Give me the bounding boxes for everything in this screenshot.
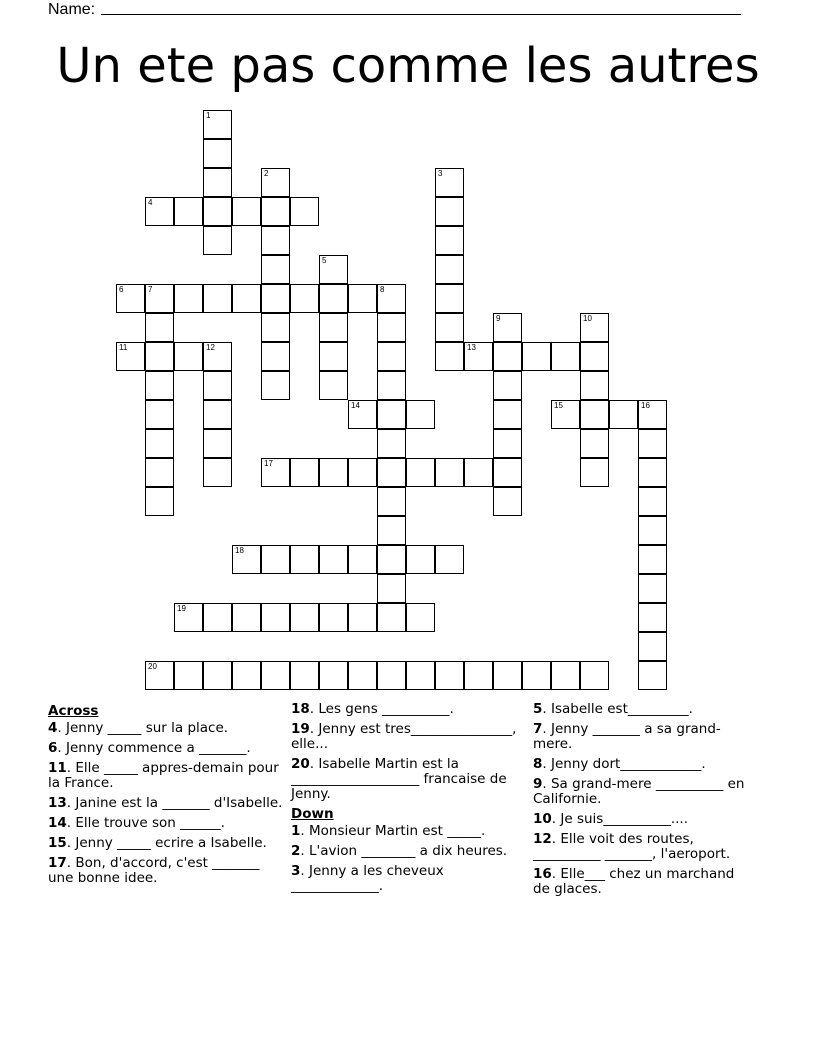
clue-text: . Jenny dort____________.	[542, 756, 706, 772]
clue-number: 12	[206, 343, 215, 352]
clue-number: 3	[438, 169, 443, 178]
across-clue	[48, 816, 283, 831]
grid-cell[interactable]	[377, 371, 406, 400]
grid-cell[interactable]	[232, 603, 261, 632]
grid-cell[interactable]	[203, 284, 232, 313]
grid-cell[interactable]	[493, 429, 522, 458]
clue-text: . L'avion ________ a dix heures.	[300, 843, 508, 859]
clue-number: 4	[48, 720, 58, 736]
grid-cell[interactable]	[290, 284, 319, 313]
grid-cell[interactable]	[580, 429, 609, 458]
grid-cell[interactable]	[290, 545, 319, 574]
grid-cell[interactable]	[435, 545, 464, 574]
grid-cell[interactable]	[203, 197, 232, 226]
grid-cell[interactable]	[348, 545, 377, 574]
clue-number: 3	[291, 863, 301, 879]
clue-number: 7	[148, 285, 153, 294]
clue-number: 5	[322, 256, 327, 265]
clue-number: 18	[291, 701, 310, 717]
grid-cell[interactable]	[319, 371, 348, 400]
across-clue	[48, 796, 283, 811]
down-clue	[533, 832, 748, 862]
clue-number: 15	[48, 835, 67, 851]
grid-cell[interactable]	[377, 400, 406, 429]
clue-text: . Monsieur Martin est _____.	[300, 823, 486, 839]
grid-cell[interactable]	[203, 661, 232, 690]
clue-text: . Elle voit des routes, __________ _______, l'aeroport.	[533, 831, 731, 862]
clue-number: 2	[264, 169, 269, 178]
grid-cell[interactable]	[638, 458, 667, 487]
grid-cell[interactable]	[464, 458, 493, 487]
across-clue	[291, 757, 526, 802]
grid-cell[interactable]	[145, 458, 174, 487]
across-clue	[291, 702, 526, 717]
grid-cell[interactable]	[261, 255, 290, 284]
clue-number: 10	[583, 314, 592, 323]
grid-cell[interactable]	[580, 458, 609, 487]
grid-cell[interactable]	[493, 342, 522, 371]
grid-cell[interactable]	[174, 284, 203, 313]
clue-text: . Sa grand-mere __________ en Californie.	[533, 776, 745, 807]
clue-number: 2	[291, 843, 301, 859]
grid-cell[interactable]	[464, 661, 493, 690]
grid-cell[interactable]	[580, 400, 609, 429]
grid-cell[interactable]	[319, 545, 348, 574]
clue-text: . Isabelle Martin est la ___________________ francaise de Jenny.	[291, 756, 507, 802]
grid-cell[interactable]	[493, 400, 522, 429]
grid-cell[interactable]	[406, 545, 435, 574]
clue-number: 6	[119, 285, 124, 294]
grid-cell[interactable]	[145, 371, 174, 400]
grid-cell[interactable]	[261, 313, 290, 342]
grid-cell[interactable]	[377, 574, 406, 603]
grid-cell[interactable]	[203, 400, 232, 429]
grid-cell[interactable]	[522, 661, 551, 690]
clue-number: 6	[48, 740, 58, 756]
grid-cell[interactable]	[290, 197, 319, 226]
grid-cell[interactable]	[377, 487, 406, 516]
clue-number: 15	[554, 401, 563, 410]
clue-text: . Isabelle est_________.	[542, 701, 693, 717]
down-clue	[533, 812, 748, 827]
grid-cell[interactable]	[522, 342, 551, 371]
grid-cell[interactable]	[435, 226, 464, 255]
grid-cell[interactable]	[435, 313, 464, 342]
grid-cell[interactable]	[493, 661, 522, 690]
grid-cell[interactable]	[261, 197, 290, 226]
grid-cell[interactable]	[638, 487, 667, 516]
across-clue	[48, 741, 283, 756]
grid-cell[interactable]	[638, 545, 667, 574]
grid-cell[interactable]	[261, 545, 290, 574]
grid-cell[interactable]	[203, 226, 232, 255]
grid-cell[interactable]	[232, 197, 261, 226]
clues-column-1	[48, 702, 283, 891]
grid-cell[interactable]	[377, 516, 406, 545]
clue-number: 14	[48, 815, 67, 831]
grid-cell[interactable]	[261, 661, 290, 690]
grid-cell[interactable]	[406, 458, 435, 487]
grid-cell[interactable]	[406, 603, 435, 632]
clue-text: . Jenny _____ ecrire a Isabelle.	[66, 835, 267, 851]
across-clue	[48, 721, 283, 736]
clue-number: 1	[206, 111, 211, 120]
grid-cell[interactable]	[145, 400, 174, 429]
clue-number: 7	[533, 721, 543, 737]
grid-cell[interactable]	[551, 342, 580, 371]
clue-number: 5	[533, 701, 543, 717]
grid-cell[interactable]	[493, 458, 522, 487]
down-clue	[291, 824, 526, 839]
grid-cell[interactable]	[638, 661, 667, 690]
grid-cell[interactable]	[435, 284, 464, 313]
clue-number: 16	[641, 401, 650, 410]
grid-cell[interactable]	[145, 342, 174, 371]
clue-text: . Jenny commence a _______.	[57, 740, 251, 756]
clue-number: 1	[291, 823, 301, 839]
clue-number: 14	[351, 401, 360, 410]
clue-text: . Jenny a les cheveux _____________.	[291, 863, 444, 894]
across-heading: Across	[48, 703, 99, 719]
grid-cell[interactable]	[319, 661, 348, 690]
name-label: Name:	[48, 1, 96, 18]
grid-cell[interactable]	[319, 342, 348, 371]
grid-cell[interactable]	[145, 429, 174, 458]
down-clue	[533, 867, 748, 897]
clue-number: 19	[291, 721, 310, 737]
grid-cell[interactable]	[145, 313, 174, 342]
grid-cell[interactable]	[174, 342, 203, 371]
across-clue	[48, 856, 283, 886]
clue-text: . Elle _____ appres-demain pour la France.	[48, 760, 279, 791]
clue-number: 11	[48, 760, 67, 776]
grid-cell[interactable]	[319, 284, 348, 313]
grid-cell[interactable]	[232, 661, 261, 690]
clue-number: 10	[533, 811, 552, 827]
down-clue	[291, 844, 526, 859]
down-clue	[533, 702, 748, 717]
grid-cell[interactable]	[638, 603, 667, 632]
clue-number: 9	[533, 776, 543, 792]
clue-text: . Je suis__________....	[551, 811, 688, 827]
grid-cell[interactable]	[203, 603, 232, 632]
grid-cell[interactable]	[377, 313, 406, 342]
grid-cell[interactable]	[348, 284, 377, 313]
clue-number: 20	[148, 662, 157, 671]
clue-text: . Jenny _____ sur la place.	[57, 720, 229, 736]
grid-cell[interactable]	[609, 400, 638, 429]
puzzle-title: Un ete pas comme les autres	[56, 38, 760, 94]
grid-cell[interactable]	[232, 284, 261, 313]
clue-text: . Jenny est tres_______________, elle...	[291, 721, 517, 752]
clues-column-3	[533, 702, 748, 902]
grid-cell[interactable]	[348, 458, 377, 487]
clue-text: . Jenny _______ a sa grand-mere.	[533, 721, 721, 752]
grid-cell[interactable]	[435, 255, 464, 284]
grid-cell[interactable]	[580, 371, 609, 400]
clue-number: 16	[533, 866, 552, 882]
grid-cell[interactable]	[290, 661, 319, 690]
clue-number: 18	[235, 546, 244, 555]
grid-cell[interactable]	[377, 603, 406, 632]
grid-cell[interactable]	[319, 458, 348, 487]
grid-cell[interactable]	[290, 458, 319, 487]
clue-number: 17	[264, 459, 273, 468]
clue-number: 12	[533, 831, 552, 847]
clue-text: . Janine est la _______ d'Isabelle.	[66, 795, 283, 811]
across-clue	[291, 722, 526, 752]
clue-text: . Bon, d'accord, c'est _______ une bonne idee.	[48, 855, 260, 886]
grid-cell[interactable]	[580, 342, 609, 371]
clue-text: . Les gens __________.	[309, 701, 454, 717]
grid-cell[interactable]	[377, 458, 406, 487]
grid-cell[interactable]	[319, 313, 348, 342]
grid-cell[interactable]	[435, 661, 464, 690]
down-heading: Down	[291, 806, 334, 822]
grid-cell[interactable]	[406, 661, 435, 690]
across-clue	[48, 761, 283, 791]
clue-number: 17	[48, 855, 67, 871]
grid-cell[interactable]	[203, 429, 232, 458]
down-clue	[533, 777, 748, 807]
grid-cell[interactable]	[203, 371, 232, 400]
grid-cell[interactable]	[435, 458, 464, 487]
clue-number: 13	[467, 343, 476, 352]
down-clue	[533, 722, 748, 752]
grid-cell[interactable]	[261, 226, 290, 255]
clue-number: 19	[177, 604, 186, 613]
clue-number: 13	[48, 795, 67, 811]
clue-number: 8	[380, 285, 385, 294]
grid-cell[interactable]	[377, 342, 406, 371]
grid-cell[interactable]	[493, 487, 522, 516]
grid-cell[interactable]	[435, 197, 464, 226]
grid-cell[interactable]	[580, 661, 609, 690]
clue-number: 20	[291, 756, 310, 772]
clue-number: 8	[533, 756, 543, 772]
grid-cell[interactable]	[406, 400, 435, 429]
grid-cell[interactable]	[174, 197, 203, 226]
grid-cell[interactable]	[493, 371, 522, 400]
clue-text: . Elle___ chez un marchand de glaces.	[533, 866, 735, 897]
grid-cell[interactable]	[377, 661, 406, 690]
grid-cell[interactable]	[290, 603, 319, 632]
grid-cell[interactable]	[638, 429, 667, 458]
grid-cell[interactable]	[551, 661, 580, 690]
grid-cell[interactable]	[261, 342, 290, 371]
grid-cell[interactable]	[638, 516, 667, 545]
grid-cell[interactable]	[174, 661, 203, 690]
grid-cell[interactable]	[377, 429, 406, 458]
grid-cell[interactable]	[203, 139, 232, 168]
down-clue	[533, 757, 748, 772]
clue-number: 11	[119, 343, 128, 352]
grid-cell[interactable]	[377, 545, 406, 574]
grid-cell[interactable]	[319, 603, 348, 632]
grid-cell[interactable]	[145, 487, 174, 516]
grid-cell[interactable]	[203, 458, 232, 487]
grid-cell[interactable]	[261, 371, 290, 400]
clue-number: 9	[496, 314, 501, 323]
grid-cell[interactable]	[261, 603, 290, 632]
grid-cell[interactable]	[435, 342, 464, 371]
grid-cell[interactable]	[203, 168, 232, 197]
down-clue	[291, 864, 526, 894]
clues-column-2	[291, 702, 526, 899]
clue-number: 4	[148, 198, 153, 207]
across-clue	[48, 836, 283, 851]
grid-cell[interactable]	[638, 632, 667, 661]
grid-cell[interactable]	[348, 603, 377, 632]
grid-cell[interactable]	[261, 284, 290, 313]
grid-cell[interactable]	[638, 574, 667, 603]
grid-cell[interactable]	[348, 661, 377, 690]
clue-text: . Elle trouve son ______.	[66, 815, 225, 831]
